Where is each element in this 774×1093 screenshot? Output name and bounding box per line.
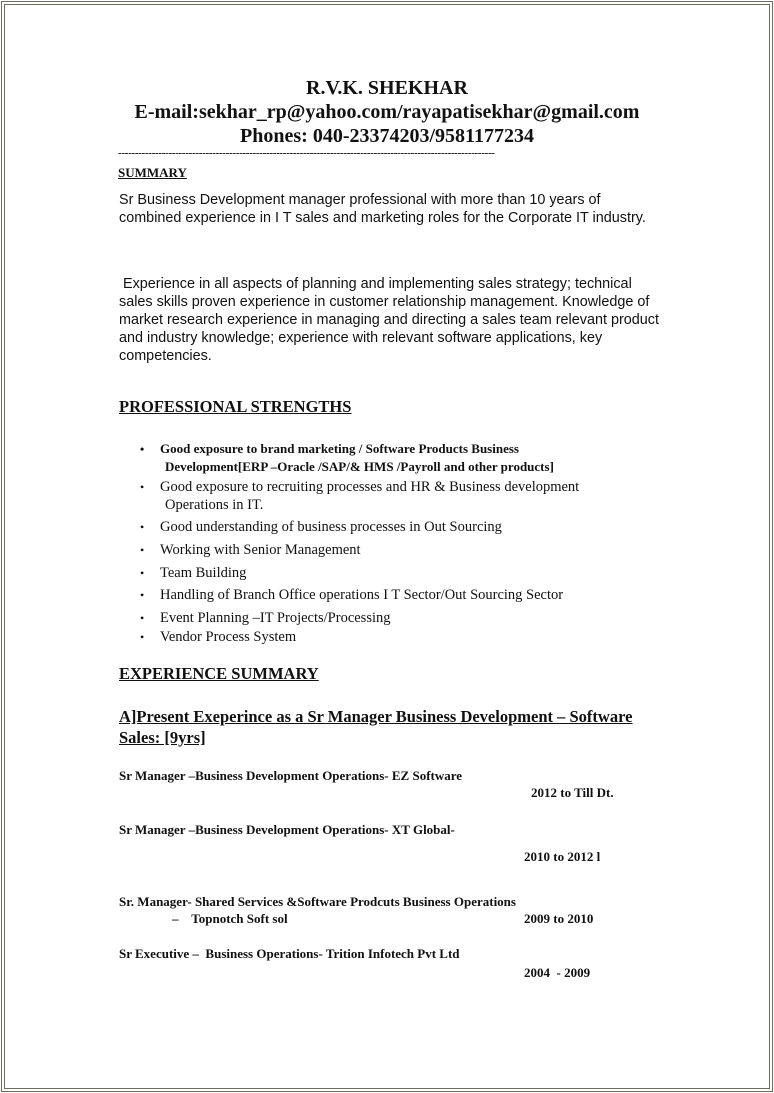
bullet-icon: • xyxy=(140,630,145,644)
job-company: – Topnotch Soft sol xyxy=(172,911,288,926)
list-item xyxy=(140,564,640,582)
job-dates: 2009 to 2010 xyxy=(524,911,594,926)
list-item-text-cont: Operations in IT. xyxy=(165,497,264,513)
job-dates: 2010 to 2012 l xyxy=(524,849,601,864)
experience-summary-heading: EXPERIENCE SUMMARY xyxy=(119,664,319,683)
contact-phones: Phones: 040-23374203/9581177234 xyxy=(240,125,534,147)
job-title: Sr Executive – Business Operations- Trition Infotech Pvt Ltd xyxy=(119,946,460,961)
present-experience-subheading: A]Present Exeperince as a Sr Manager Business Development – Software Sales: [9yrs] xyxy=(119,707,633,747)
contact-email: E-mail:sekhar_rp@yahoo.com/rayapatisekhar@gmail.com xyxy=(134,101,640,123)
job-title: Sr Manager –Business Development Operations- XT Global- xyxy=(119,822,455,837)
list-item-text-cont: Development[ERP –Oracle /SAP/& HMS /Payroll and other products] xyxy=(165,459,554,474)
list-item xyxy=(140,628,640,646)
list-item-text: Good understanding of business processes in Out Sourcing xyxy=(160,519,502,535)
list-item-text: Good exposure to brand marketing / Software Products Business xyxy=(160,441,519,456)
bullet-icon: • xyxy=(140,566,145,580)
job-title: Sr. Manager- Shared Services &Software Prodcuts Business Operations xyxy=(119,894,516,909)
list-item xyxy=(140,518,640,536)
list-item xyxy=(140,609,640,627)
list-item xyxy=(140,478,640,514)
list-item-text: Vendor Process System xyxy=(160,629,297,645)
list-item-text: Handling of Branch Office operations I T Sector/Out Sourcing Sector xyxy=(160,587,564,603)
job-dates: 2004 - 2009 xyxy=(524,965,591,980)
candidate-name: R.V.K. SHEKHAR xyxy=(306,77,468,99)
summary-paragraph-2: Experience in all aspects of planning and implementing sales strategy; technical sales skills proven experience in customer relationship management. Knowledge of market research experience in managing and directing a sales team relevant product and industry knowledge; experience with relevant software applications, key competencies. xyxy=(119,276,663,364)
summary-heading: SUMMARY xyxy=(118,165,187,180)
bullet-icon: • xyxy=(140,520,145,534)
list-item-text: Team Building xyxy=(160,565,247,581)
bullet-icon: • xyxy=(140,543,145,557)
list-item xyxy=(140,586,640,604)
bullet-icon: • xyxy=(140,480,145,494)
bullet-icon: • xyxy=(140,611,145,625)
divider-rule: ---------------------------------------------------------------------------------------------------------------- xyxy=(118,147,495,159)
professional-strengths-heading: PROFESSIONAL STRENGTHS xyxy=(119,397,352,416)
list-item-text: Good exposure to recruiting processes and HR & Business development xyxy=(160,479,580,495)
list-item-text: Working with Senior Management xyxy=(160,542,361,558)
list-item xyxy=(140,541,640,559)
list-item-text: Event Planning –IT Projects/Processing xyxy=(160,610,391,626)
job-title: Sr Manager –Business Development Operations- EZ Software xyxy=(119,768,463,783)
bullet-icon: • xyxy=(140,442,145,456)
job-dates: 2012 to Till Dt. xyxy=(531,785,614,800)
summary-paragraph-1: Sr Business Development manager professional with more than 10 years of combined experience in I T sales and marketing roles for the Corporate IT industry. xyxy=(119,192,646,226)
list-item xyxy=(140,440,640,476)
bullet-icon: • xyxy=(140,588,145,602)
